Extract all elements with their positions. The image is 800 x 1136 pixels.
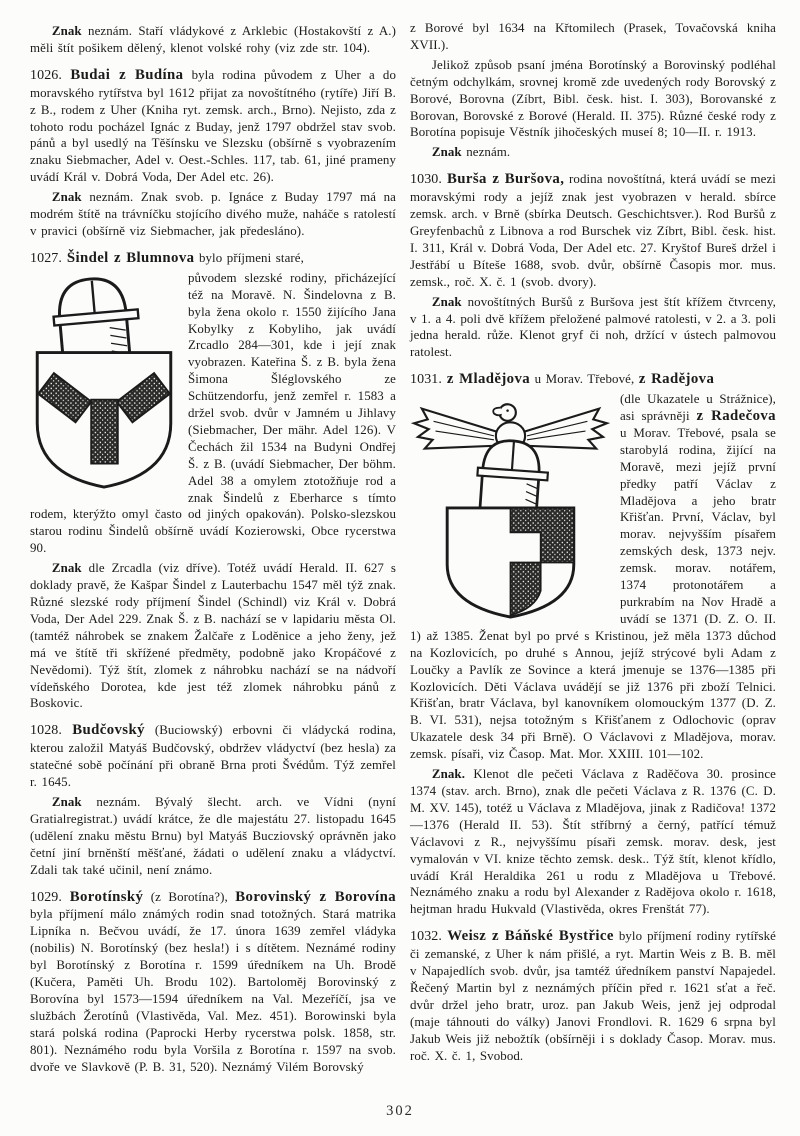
znak-paragraph-arklebic [30,23,396,57]
znak-label: Znak [431,294,462,309]
entry-1029 [30,889,396,1076]
znak-label: Znak [51,24,82,38]
znak-paragraph-borotinsky [410,144,776,161]
text-segment: byla rodina původem z Uher a do moravského rytířstva byl 1612 přijat za novoštítného (rytíře) Jiří B. z B., rodem z Uher (Kniha ryt. zemsk. arch., Brno). Nejisto, zda z tohoto rodu pocházel Ignác z Buday, jenž 1797 obdržel stav svob. pánů a byl usedlý na Těšínsku ve Slezsku (obšírně s vyobrazením znaku Siebmacher, Adel v. Oest.-Schles. 117, tab. 61, jiné prameny uvádí Král v. Dobrá Voda, Der Adel etc. 26). [30,67,396,185]
entry-number: 1028. [30,723,73,739]
entry-title-2: Borovinský z Borovína [235,888,396,905]
entry-title: Burša z Buršova, [447,171,565,188]
znak-paragraph-budai [30,189,396,240]
sindel-blumnov-coat-of-arms [30,274,178,490]
entry-title-3: z Radečova [696,408,776,425]
text-segment: Klenot dle pečeti Václava z Raděčova 30. prosince 1374 (stav. arch. Brno), znak dle pečeti Václava z R. 1376 (C. D. M. XV. 145), totéž u Václava z Mladějova, jinak z Radičova! 1372—1376 (Herald II. 53). Štít stříbrný a černý, patřící témuž Václavovi z R., nejvyššímu písaři zemsk. morav. desk, jest vymalován v VI. knize těchto zemsk. desk.. Týž štít, klenot křídlo, uvádí Král Heraldika 261 u rodu z Mladějova u Třebové. Neznámého znaku a rodu byl Alexander z Radějova okolo r. 1618, hejtman hradu Hukvald (Vlastivěda, okres Frenštát 77). [410,767,776,917]
text-segment: novoštítných Buršů z Buršova jest štít křížem čtvrceny, v 1. a 4. poli dvě křížem přeložené palmové ratolesti, v 2. a 3. poli jedna herald. růže. Klenot gryf či noh, držící v ústech palmovou ratolest. [410,294,776,360]
entry-1032 [410,928,776,1064]
right-column [410,20,776,1077]
great-helm-icon [475,439,550,515]
entry-title-2: z Radějova [638,371,715,388]
text-segment: (dle Ukazatele u Strážnice), asi správněji [620,392,776,424]
text-segment: neznám. Bývalý šlecht. arch. ve Vídni (nyní Gratialregistrat.) uvádí krátce, že dle majestátu 27. listopadu 1645 (udělení znaku městu Brnu) byl Matyáš Bucziovský oprávněn jako četní jiní brněnští měšťané, žádati o udělení znaku a vládyctví. Zdali tak také učinil, není známo. [30,794,396,877]
entry-title: Borotínský [69,888,144,905]
znak-paragraph-budcovsky [30,794,396,879]
entry-number: 1030. [410,172,447,188]
text-segment: rodina novoštítná, která uvádí se mezi moravskými rody a jejíž znak jest vyobrazen v herald. sbírce zemsk. arch. v Brně (sbírka Deutsch. Geschichtsver.). Rod Buršů z Greyfenbachů z Libnova a rod Burschek viz Zíbrt, Bibl. česk. hist. I. 311, Král v. Dobrá Voda, Der Adel etc. 27. Kryštof Bureš držel i Jestřábí u Bíteše 1688, svob. dvůr, obšírně Časopis mor. mus. zemsk., roč. X. č. 1 (svob. dvory). [410,172,776,289]
entry-title: Weisz z Báňské Bystřice [447,928,614,945]
znak-paragraph-bursa [410,294,776,362]
entry-1028 [30,722,396,791]
znak-paragraph-sindel [30,560,396,712]
entry-title: Šindel z Blumnova [66,249,195,266]
text-segment: neznám. Staří vládykové z Arklebic (Hostakovští z A.) měli štít pošikem dělený, klenot volské rohy (viz zde str. 104). [30,24,396,55]
znak-label: Znak [51,561,82,576]
entry-number: 1026. [30,67,71,83]
shield-icon [37,352,171,487]
entry-number: 1029. [30,889,70,905]
mladejov-shield-illustration [410,395,610,619]
text-segment: z Borové byl 1634 na Křtomilech (Prasek, Tovačovská kniha XVII.). [410,21,776,52]
text-segment: bylo příjmeni staré, [194,250,304,265]
sindel-shield-illustration [30,274,178,490]
znak-label: Znak [431,145,462,160]
page-number: 302 [386,1103,414,1119]
entry-1031 [410,371,776,389]
borotinsky-variants-paragraph [410,57,776,142]
entry-number: 1027. [30,250,67,266]
left-column [30,20,396,1077]
entry-title: Budai z Budína [70,66,184,83]
great-helm-icon [51,275,142,364]
text-segment: u Morav. Třebové, [530,372,639,387]
text-segment: Jelikož způsob psaní jména Borotínský a Borovinský podléhal četným odchylkám, srovnej kromě zde uvedených rody Borovský z Borové, Borovna (Zíbrt, Bibl. česk. hist. I. 303), Borovanské z Borovan, Borovské z Borové (Herald. II. 375). Různé české rody z Borotína popisuje Věstník jihočeských museí 8; 10—II. r. 1913. [410,57,776,140]
text-segment: u Morav. Třebové, psala se starobylá rodina, žijící na Moravě, mezi jejíž první předky patří Václav z Mladějova a jeho bratr Křišťan. První, Václav, byl morav. nejvyšším písařem zemských desk, 1373 nejv. zemsk. morav. notářem, 1374 protonotářem a purkrabím na Nov Hradě a uvádí se 1371 (D. Z. O. II. 1) až 1385. Ženat byl po prvé s Kristinou, jež měla 1373 důchod na Kozlovicích, po druhé s Annou, jejíž strýcové byli Adam z Loučky a Pavlík ze Sovince a která jmenuje se 1376—1385 při Kozlovicích. Děti Václava uvádějí se již 1376 při zboží Telnici. Křišťan, bratr Václava, byl kanovníkem olomouckým 1377 (D. Z. B. VI. 531), nejsa totožným s Křišťanem z Odlochovic (oprav Ukazatele desk 34 při Brně). O Václavovi z Mladějova, morav. zemsk. písaři, viz Časop. Mat. Mor. XXIII. 101—102. [410,425,776,762]
entry-1027 [30,250,396,268]
text-segment: neznám. [461,145,511,160]
entry-title: z Mladějova [446,371,531,388]
znak-label: Znak [51,794,82,809]
znak-paragraph-mladejov [410,766,776,918]
shield-icon [447,508,574,617]
entry-1026 [30,67,396,186]
entry-number: 1031. [410,372,447,388]
entry-title: Budčovský [72,722,145,739]
znak-label: Znak [51,190,82,205]
text-segment: (z Borotína?), [143,889,236,904]
text-segment: (Buciowský) erbovni či vládycká rodina, kterou založil Matyáš Budčovský, obdržev vládyctví (bez hesla) za statečné sobě počínání při obraně Brna proti Švédům. Týž zemřel r. 1645. [30,723,396,790]
text-segment: původem slezské rodiny, přicházející též na Moravě. N. Šindelovna z B. byla žena okolo r. 1550 žijícího Jana Kobylky z Kobyliho, jak uvádí Zrcadlo 284—301, kde i její znak vyobrazen. Kateřina Š. z B. byla žena Šimona Šléglovského ze Schützendorfu, jenž zemřel r. 1583 a držel svob. dvůr v Jamném u Jihlavy (Siebmacher, Der mähr. Adel 126). V Čechách žil 1534 na Budyni Ondřej Š. z B. (uvádí Siebmacher, Der böhm. Adel 38 a omylem ztotožňuje rod a znak Šindelů z Eberharce s tímto rodem, kterýžto omyl často od jiných opakován). Polsko-slezskou starou rodinu Šindelů obšírně uvádí Kozierowski, Obce rycerstwa 90. [30,270,396,556]
mladejov-coat-of-arms [410,395,610,619]
text-segment: byla příjmení málo známých rodin snad totožných. Stará matrika Lipníka n. Bečvou uvádí, že 17. února 1639 zemřel vládyka (nobilis) N. Borotínský (bez hesla!) i s dítětem. Neznámé rodiny byl Borotínský z Borotína r. 1599 úředníkem na Uh. Brodě (Kučera, Paměti Uh. Brodu 102). Bartoloměj Borovinský z Borovína byl 1573—1594 úředníkem na Val. Mezeříčí, jsa ve službách Žerotínů (Vlastivěda, Val. Mez. 451). Borowinski byla stará polská rodina (Paprocki Herby rycerstwa polsk. 1858, str. 801). Neznámého rodu byla Voršila z Borotína r. 1597 na svob. dvoře ve Slavkově (P. B. 31, 520). Neznámý Vilém Borovský [30,907,396,1074]
entry-number: 1032. [410,929,448,945]
continuation-paragraph [410,20,776,54]
text-segment: dle Zrcadla (viz dříve). Totéž uvádí Herald. II. 627 s doklady pravě, že Kašpar Šindel z Lauterbachu 1547 měl týž znak. Různé slezské rody příjmení Šindel (Schindl) viz Král v. Dobrá Voda, Der Adel 229. Znak Š. z B. nachází se v lapidariu města Ol. (tamtéž náhrobek se znakem Žalčaře z Loděnice a jeho ženy, jež má ve štítě tři skřížené předměty, podobně jako Kropáčové z Nevědomi). Týž štít, zlomek z náhrobku nachází se na nádvoří vídeňského Dorotea, kde jest též zlomek náhrobku pánů z Boskovic. [30,561,396,711]
text-segment: bylo příjmení rodiny rytířské či zemanské, z Uher k nám přišlé, a ryt. Martin Weis z B. B. měl v Napajedlích svob. dvůr, jsa tamtéž úředníkem panství Napajedel. Řečený Martin byl z neznámých příčin před r. 1621 sťat a řeč. dvůr držel jeho bratr, uroz. pan Jakub Weis, jenž jej odprodal (maje táhnouti do války) Janovi Frondlovi. R. 1629 6 srpna byl Jakub Weis již nebožtík (obšírněji i s doklady Časop. Morav. mus. roč. X. č. 1, Svobod. [410,929,776,1063]
entry-1030 [410,171,776,290]
znak-label: Znak. [431,767,466,782]
text-segment: neznám. Znak svob. p. Ignáce z Buday 1797 má na modrém štítě na trávníčku stojícího divého muže, naháče s ratolestí v pravici (obšírně viz Siebmacher, jak předesláno). [30,190,396,238]
